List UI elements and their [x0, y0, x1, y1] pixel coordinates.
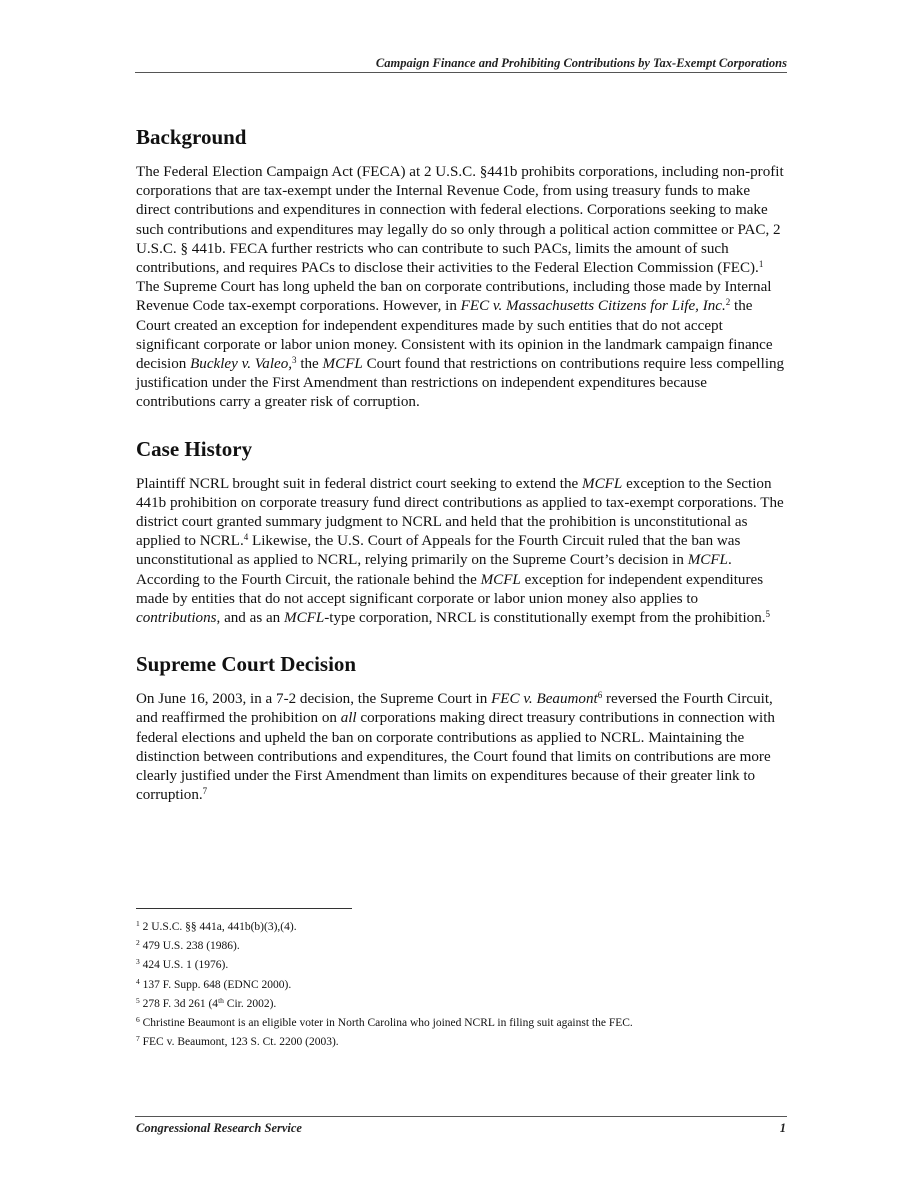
footnote-text: 2 U.S.C. §§ 441a, 441b(b)(3),(4).	[142, 921, 297, 933]
emphasis: all	[340, 710, 357, 727]
text-run: Court found that restrictions on contributions require less compelling justification under the First Amendment than restrictions on independent expenditures because contributions carry a greater risk of corruption.	[136, 356, 785, 411]
footnote-text: 479 U.S. 238 (1986).	[142, 940, 240, 953]
text-run: the Court created an exception for independent expenditures made by such entities that do not accept significant corporate or labor union money. Consistent with its opinion in the landmark campaign finance decision	[136, 298, 773, 373]
footnote-number: 6	[136, 1015, 140, 1025]
text-run: the	[296, 356, 323, 373]
footnote-number: 7	[136, 1034, 140, 1044]
text-run: , and as an	[216, 610, 284, 627]
text-run: The Supreme Court has long upheld the ban on corporate contributions, including those made by Internal Revenue Code tax-exempt corporations. However, in	[136, 279, 772, 315]
body-content	[136, 124, 786, 805]
case-abbrev: MCFL	[687, 552, 728, 569]
footnote	[136, 995, 786, 1014]
running-header: Campaign Finance and Prohibiting Contributions by Tax-Exempt Corporations	[375, 56, 787, 70]
text-run: corporations making direct treasury contributions in connection with federal elections and upheld the ban on corporate contributions as applied to NCRL. Maintaining the distinction between contributions and expenditures, the Court found that limits on contributions are more clearly justified under the First Amendment than limits on expenditures because of their greater link to corruption.	[136, 710, 775, 804]
case-abbrev: MCFL	[582, 475, 623, 492]
section-case-history	[136, 436, 786, 629]
footer-rule	[135, 1116, 787, 1117]
footnote-text: FEC v. Beaumont, 123 S. Ct. 2200 (2003).	[142, 1036, 339, 1049]
footnote	[136, 976, 786, 995]
footnote-ref[interactable]: 7	[202, 786, 208, 797]
text-run: reversed the Fourth Circuit, and reaffirmed the prohibition on	[136, 691, 773, 727]
footnote	[136, 918, 786, 937]
case-abbrev: MCFL	[322, 356, 363, 373]
footnote-ref[interactable]: 3	[292, 355, 297, 366]
text-run: exception to the Section 441b prohibition on corporate treasury fund direct contributions as applied to tax-exempt corporations. The district court granted summary judgment to NCRL and held that the prohibition is unconstitutional as applied to NCRL.	[136, 475, 784, 550]
footnote-ref[interactable]: 4	[243, 532, 249, 543]
text-run: The Federal Election Campaign Act (FECA) at 2 U.S.C. §441b prohibits corporations, including non-profit corporations that are tax-exempt under the Internal Revenue Code, from using treasury funds to make direct contributions and expenditures in connection with federal elections. Corporations seeking to make such contributions and expenditures may legally do so only through a political action committee or PAC, 2 U.S.C. § 441b. FECA further restricts who can contribute to such PACs, limits the amount of such contributions, and requires PACs to disclose their activities to the Federal Election Commission (FEC).	[136, 164, 784, 277]
footnote-number: 2	[136, 938, 140, 948]
case-abbrev: MCFL	[284, 610, 325, 627]
section-heading-case-history: Case History	[136, 436, 253, 461]
header-rule	[135, 72, 787, 73]
text-run: Plaintiff NCRL brought suit in federal district court seeking to extend the	[136, 475, 583, 492]
case-name: FEC v. Beaumont	[491, 691, 598, 708]
footnote-number: 5	[136, 995, 140, 1005]
page-number: 1	[779, 1121, 786, 1135]
footnote	[136, 1033, 786, 1052]
section-background	[136, 124, 786, 413]
case-name: Buckley v. Valeo,	[190, 356, 293, 373]
footnote-text: Christine Beaumont is an eligible voter in North Carolina who joined NCRL in filing suit against the FEC.	[142, 1017, 633, 1030]
footnote-text: 137 F. Supp. 648 (EDNC 2000).	[142, 978, 292, 991]
footnote	[136, 1014, 786, 1033]
footnote-ref[interactable]: 1	[758, 259, 764, 270]
case-abbrev: MCFL	[480, 571, 521, 588]
text-run: On June 16, 2003, in a 7-2 decision, the Supreme Court in	[136, 691, 492, 708]
paragraph-case-history	[136, 475, 786, 629]
text-run: Likewise, the U.S. Court of Appeals for the Fourth Circuit ruled that the ban was unconstitutional as applied to NCRL, relying primarily on the Supreme Court’s decision in	[136, 533, 741, 569]
footnote-text: 424 U.S. 1 (1976).	[142, 959, 229, 972]
paragraph-background	[136, 163, 786, 413]
section-heading-background: Background	[136, 125, 247, 149]
section-heading-decision: Supreme Court Decision	[136, 652, 357, 677]
footnote-text: Cir. 2002).	[223, 997, 277, 1010]
footer-publisher: Congressional Research Service	[136, 1121, 302, 1135]
case-name: FEC v. Massachusetts Citizens for Life, Inc.	[460, 298, 726, 315]
emphasis: contributions	[136, 610, 217, 627]
paragraph-decision	[136, 690, 786, 805]
text-run: -type corporation, NRCL is constitutionally exempt from the prohibition.	[324, 610, 766, 627]
footnote-ref[interactable]: 5	[765, 609, 771, 620]
footnote-ref[interactable]: 6	[597, 690, 603, 701]
section-supreme-court-decision	[136, 651, 786, 805]
footnotes	[136, 918, 786, 1052]
footnote-number: 4	[136, 976, 140, 986]
text-run: exception for independent expenditures made by entities that do not accept significant corporate or labor union money also applies to	[136, 571, 764, 607]
footnote	[136, 937, 786, 956]
footnote-ref[interactable]: 2	[725, 297, 731, 308]
footnote-text: 278 F. 3d 261 (4	[142, 997, 219, 1010]
footnote-separator	[136, 908, 352, 909]
footnote	[136, 956, 786, 975]
text-run: . According to the Fourth Circuit, the rationale behind the	[136, 552, 732, 588]
footnote-number: 3	[136, 957, 140, 967]
footnote-number: 1	[136, 919, 140, 928]
ordinal-suffix: th	[218, 995, 224, 1005]
